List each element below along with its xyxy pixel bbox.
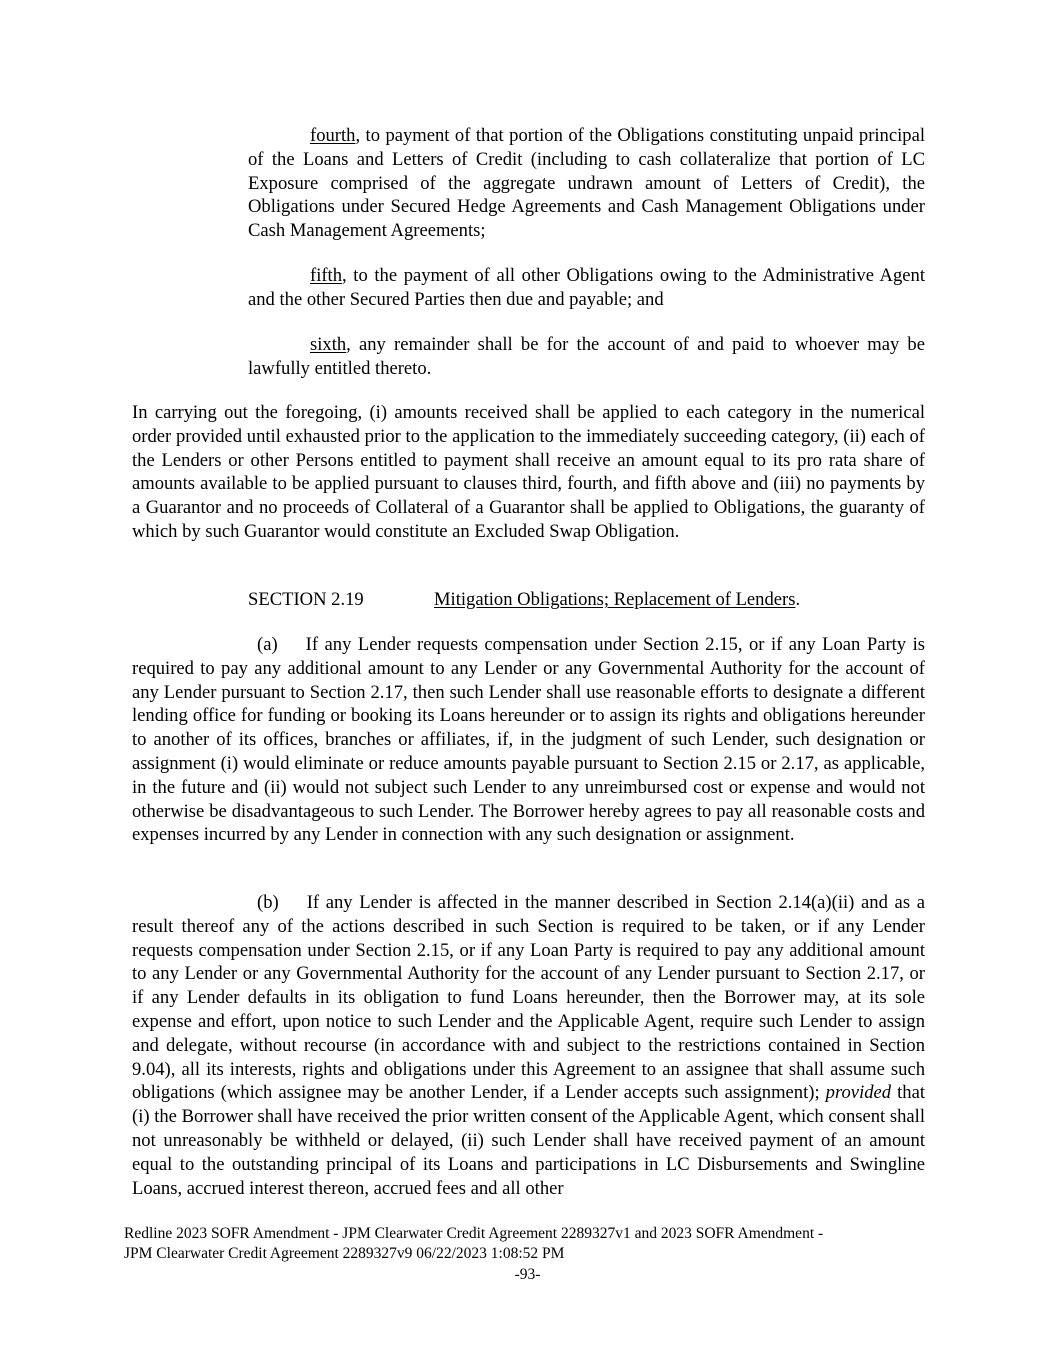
clause-sixth-label: sixth — [310, 334, 347, 355]
footer — [124, 1224, 924, 1263]
subsection-b-text-before: If any Lender is affected in the manner described in Section 2.14(a)(ii) and as a result thereof any of the actions described in such Section is required to be taken, or if any Lender requests compensation under Section 2.15, or if any Loan Party is required to pay any additional amount to any Lender or any Governmental Authority for the account of any Lender pursuant to Section 2.17, or if any Lender defaults in its obligation to fund Loans hereunder, then the Borrower may, at its sole expense and effort, upon notice to such Lender and the Applicable Agent, require such Lender to assign and delegate, without recourse (in accordance with and subject to the restrictions contained in Section 9.04), all its interests, rights and obligations under this Agreement to an assignee that shall assume such obligations (which assignee may be another Lender, if a Lender accepts such assignment); — [132, 892, 925, 1104]
footer-line-1: Redline 2023 SOFR Amendment - JPM Clearwater Credit Agreement 2289327v1 and 2023 SOFR Amendment - — [124, 1225, 824, 1242]
subsection-b-provided: provided — [825, 1082, 892, 1104]
subsection-b-text-after: that (i) the Borrower shall have received the prior written consent of the Applicable Agent, which consent shall not unreasonably be withheld or delayed, (ii) such Lender shall have received payment of an amount equal to the outstanding principal of its Loans and participations in LC Disbursements and Swingline Loans, accrued interest thereon, accrued fees and all other — [132, 1082, 925, 1199]
subsection-a-text: If any Lender requests compensation under Section 2.15, or if any Loan Party is required to pay any additional amount to any Lender or any Governmental Authority for the account of any Lender pursuant to Section 2.17, then such Lender shall use reasonable efforts to designate a different lending office for funding or booking its Loans hereunder or to assign its rights and obligations hereunder to another of its offices, branches or affiliates, if, in the judgment of such Lender, such designation or assignment (i) would eliminate or reduce amounts payable pursuant to Section 2.15 or 2.17, as applicable, in the future and (ii) would not subject such Lender to any unreimbursed cost or expense and would not otherwise be disadvantageous to such Lender. The Borrower hereby agrees to pay all reasonable costs and expenses incurred by any Lender in connection with any such designation or assignment. — [132, 634, 925, 846]
clause-sixth-text: , any remainder shall be for the account of and paid to whoever may be lawfully entitled thereto. — [248, 334, 925, 379]
clause-fourth-label: fourth — [310, 125, 356, 146]
footer-line-2: JPM Clearwater Credit Agreement 2289327v9 06/22/2023 1:08:52 PM — [124, 1244, 565, 1262]
subsection-a — [132, 633, 925, 847]
section-heading — [248, 588, 800, 612]
clause-fifth — [248, 264, 925, 312]
section-number: SECTION 2.19 — [248, 589, 364, 610]
subsection-b-marker: (b) — [257, 892, 279, 913]
section-title-end: . — [795, 589, 801, 610]
clause-fifth-label: fifth — [310, 265, 343, 286]
carrying-out-paragraph: In carrying out the foregoing, (i) amounts received shall be applied to each category in the numerical order provided until exhausted prior to the application to the immediately succeeding category, (ii) each of the Lenders or other Persons entitled to payment shall receive an amount equal to its pro rata share of amounts available to be applied pursuant to clauses third, fourth, and fifth above and (iii) no payments by a Guarantor and no proceeds of Collateral of a Guarantor shall be applied to Obligations, the guaranty of which by such Guarantor would constitute an Excluded Swap Obligation. — [132, 402, 925, 542]
clause-fifth-text: , to the payment of all other Obligations owing to the Administrative Agent and the other Secured Parties then due and payable; and — [248, 265, 925, 310]
page-number: -93- — [514, 1266, 541, 1283]
clause-fourth-text: , to payment of that portion of the Obligations constituting unpaid principal of the Loans and Letters of Credit (including to cash collateralize that portion of LC Exposure comprised of the aggregate undrawn amount of Letters of Credit), the Obligations under Secured Hedge Agreements and Cash Management Obligations under Cash Management Agreements; — [248, 125, 925, 242]
section-title: Mitigation Obligations; Replacement of Lenders — [434, 589, 796, 610]
subsection-b — [132, 891, 925, 1200]
clause-sixth — [248, 333, 925, 381]
clause-fourth — [248, 124, 925, 243]
subsection-a-marker: (a) — [257, 634, 278, 655]
